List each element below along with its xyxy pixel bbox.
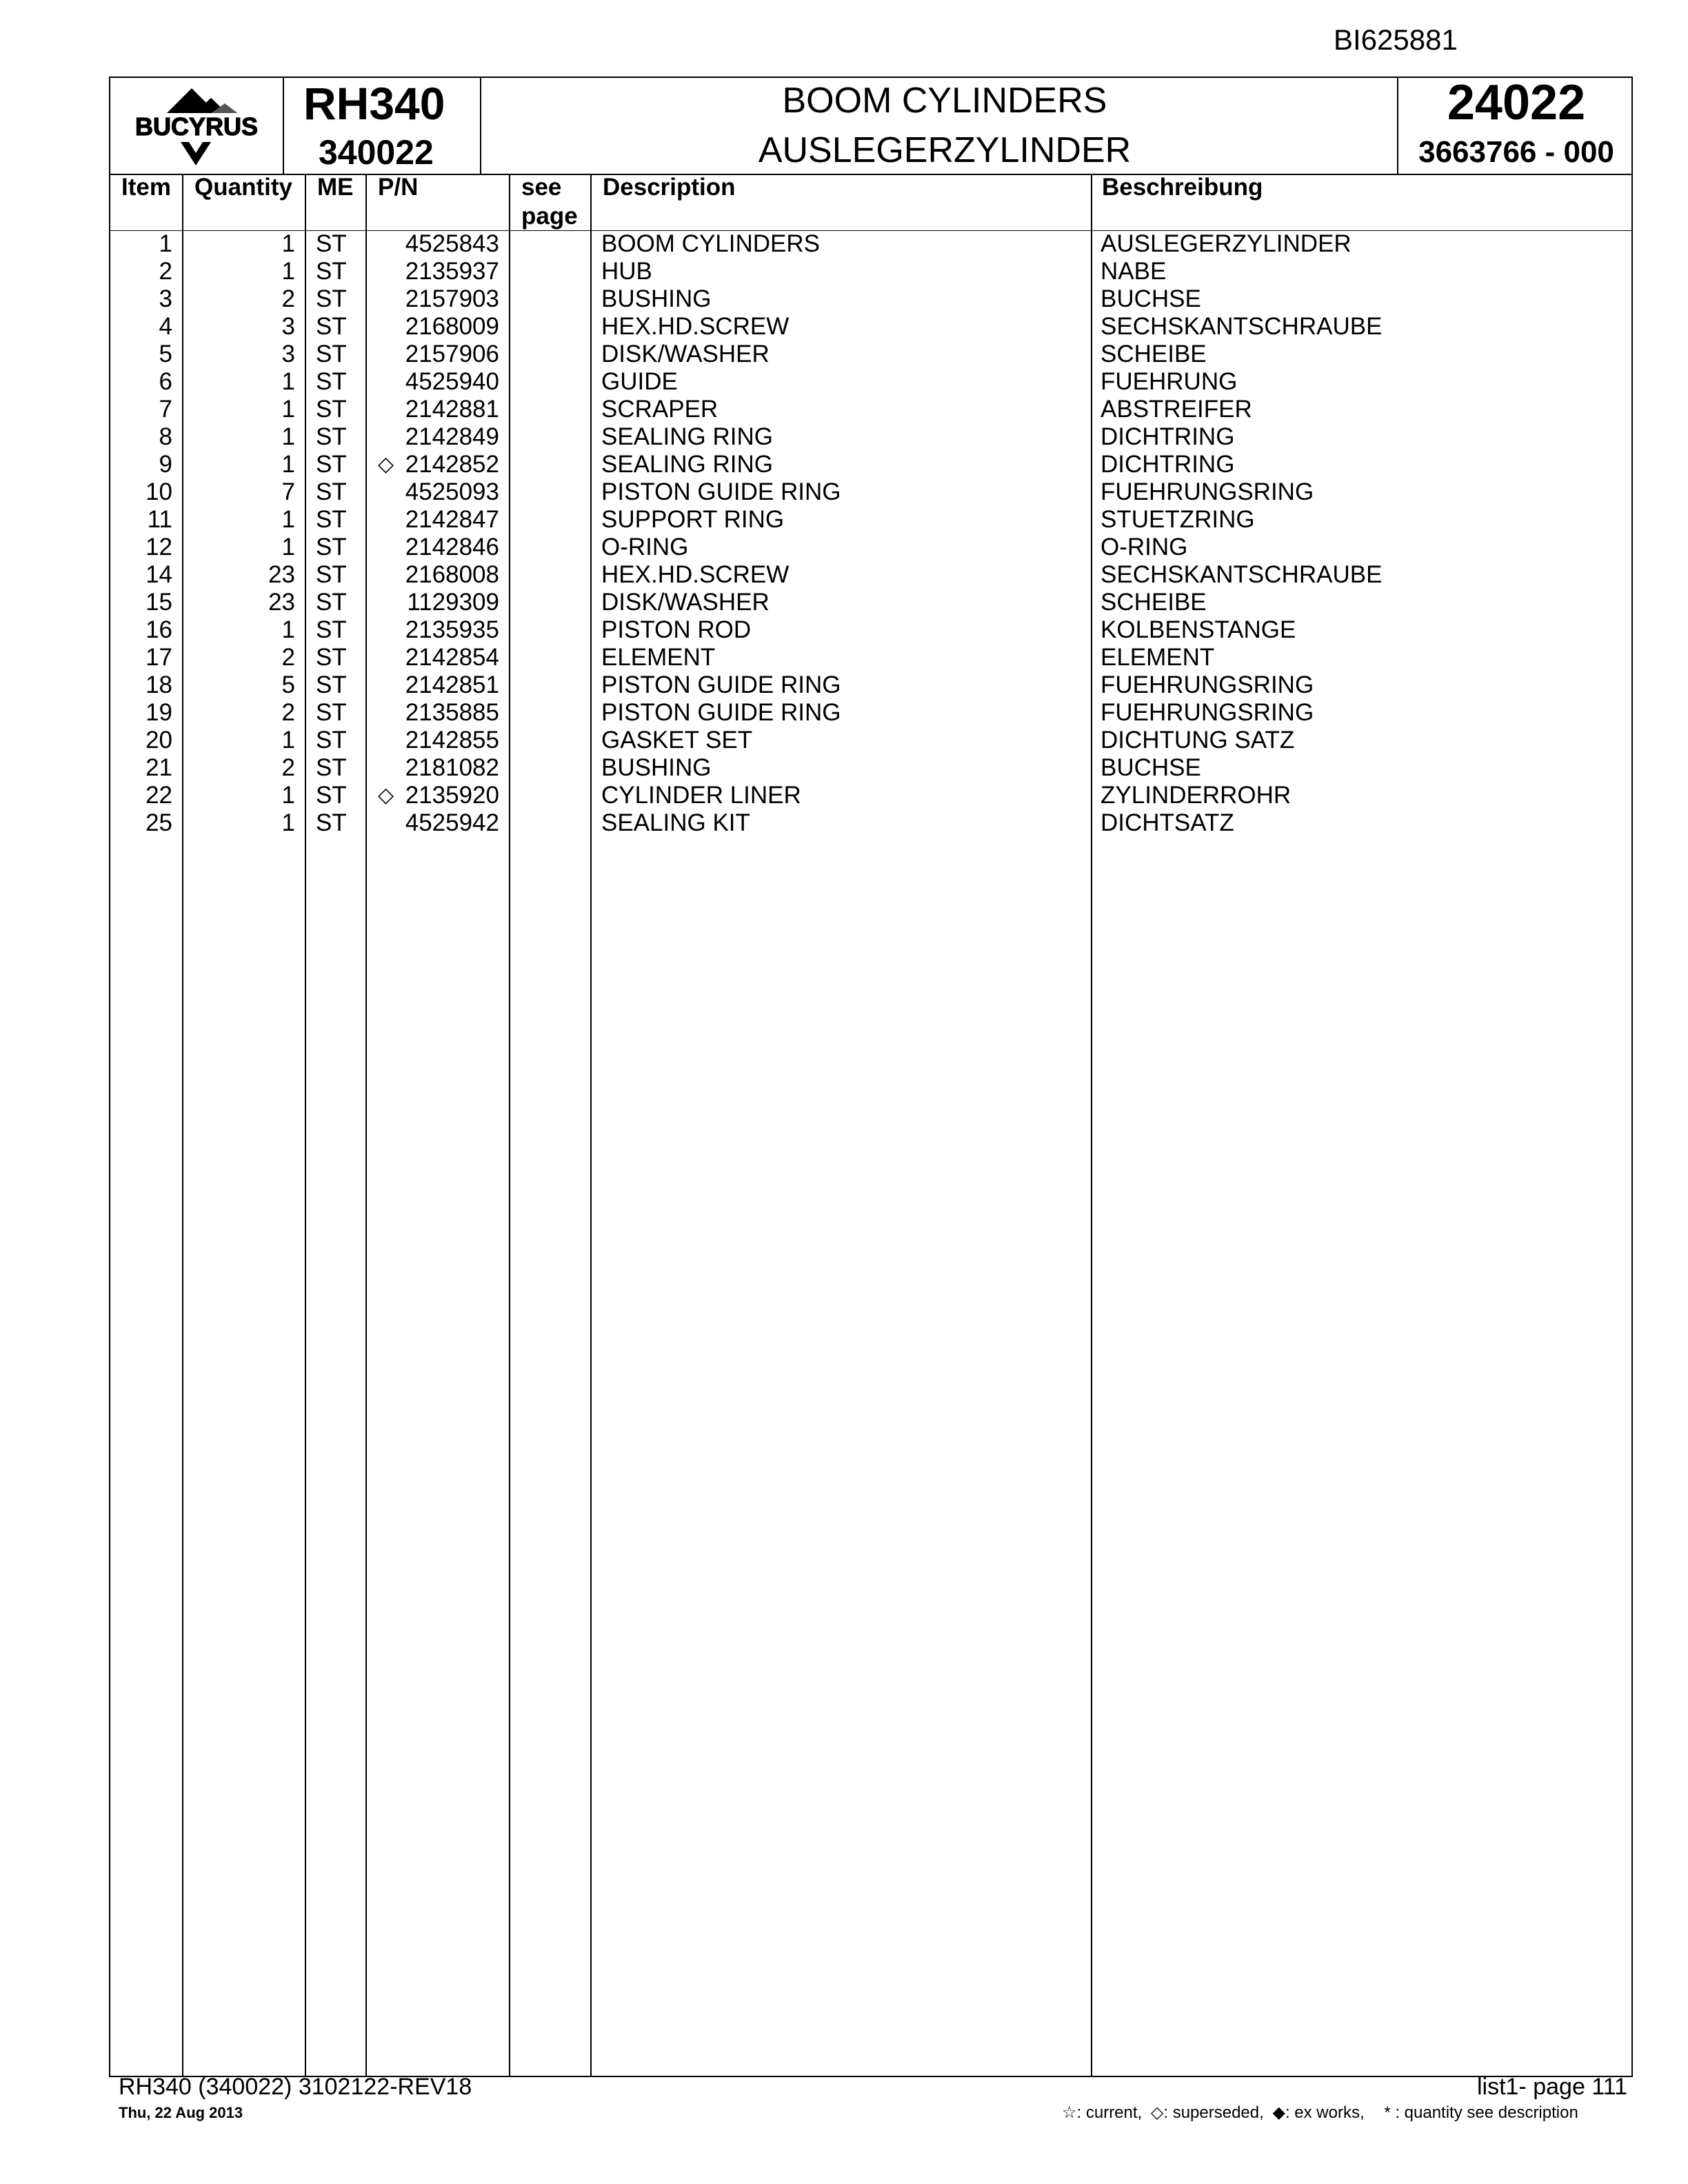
- description: SUPPORT RING: [601, 506, 785, 533]
- unit: ST: [316, 727, 347, 754]
- quantity: 1: [281, 782, 295, 809]
- item-number: 25: [145, 809, 172, 836]
- part-number: 2142846: [405, 534, 499, 560]
- unit: ST: [316, 368, 347, 395]
- unit: ST: [316, 671, 347, 698]
- table-row: [0, 368, 1688, 396]
- quantity: 1: [281, 809, 295, 836]
- divider: [283, 77, 284, 174]
- table-row: [0, 727, 1688, 754]
- unit: ST: [316, 258, 347, 285]
- description: DISK/WASHER: [601, 589, 770, 616]
- quantity: 1: [281, 727, 295, 754]
- quantity: 1: [281, 451, 295, 478]
- unit: ST: [316, 313, 347, 340]
- description: DISK/WASHER: [601, 341, 770, 367]
- part-number: 2157903: [405, 285, 499, 312]
- item-number: 8: [159, 423, 172, 450]
- unit: ST: [316, 396, 347, 423]
- unit: ST: [316, 699, 347, 726]
- unit: ST: [316, 285, 347, 312]
- item-number: 17: [145, 644, 172, 671]
- part-number: 1129309: [407, 589, 499, 616]
- item-number: 2: [159, 258, 172, 285]
- item-number: 21: [145, 754, 172, 781]
- unit: ST: [316, 341, 347, 367]
- beschreibung: ELEMENT: [1101, 644, 1215, 671]
- table-row: [0, 534, 1688, 561]
- beschreibung: SCHEIBE: [1101, 589, 1207, 616]
- part-number: 4525942: [405, 809, 499, 836]
- item-number: 12: [145, 534, 172, 560]
- beschreibung: BUCHSE: [1101, 285, 1201, 312]
- description: SCRAPER: [601, 396, 719, 423]
- description: GASKET SET: [601, 727, 753, 754]
- beschreibung: O-RING: [1101, 534, 1188, 560]
- quantity: 1: [281, 396, 295, 423]
- beschreibung: KOLBENSTANGE: [1101, 616, 1296, 643]
- item-number: 18: [145, 671, 172, 698]
- description: SEALING KIT: [601, 809, 750, 836]
- quantity: 1: [281, 423, 295, 450]
- beschreibung: FUEHRUNGSRING: [1101, 478, 1314, 505]
- beschreibung: FUEHRUNGSRING: [1101, 699, 1314, 726]
- part-number: 2142855: [405, 727, 499, 754]
- footer-page: list1- page 111: [1477, 2074, 1627, 2100]
- table-row: [0, 644, 1688, 671]
- quantity: 1: [281, 534, 295, 560]
- legend-quantity: * : quantity see description: [1384, 2103, 1578, 2122]
- unit: ST: [316, 478, 347, 505]
- table-row: [0, 589, 1688, 616]
- beschreibung: DICHTUNG SATZ: [1101, 727, 1295, 754]
- column-header-page: page: [521, 203, 578, 230]
- table-row: [0, 561, 1688, 589]
- quantity: 3: [281, 313, 295, 340]
- unit: ST: [316, 782, 347, 809]
- item-number: 7: [159, 396, 172, 423]
- item-number: 10: [145, 478, 172, 505]
- beschreibung: NABE: [1101, 258, 1167, 285]
- description: HEX.HD.SCREW: [601, 561, 790, 588]
- model-number: RH340: [303, 78, 445, 129]
- table-row: [0, 616, 1688, 644]
- part-number: 2135935: [405, 616, 499, 643]
- part-number: 2135937: [405, 258, 499, 285]
- quantity: 2: [281, 754, 295, 781]
- unit: ST: [316, 423, 347, 450]
- description: SEALING RING: [601, 423, 773, 450]
- divider: [1397, 77, 1398, 174]
- description: BUSHING: [601, 754, 712, 781]
- part-number: 2168008: [405, 561, 499, 588]
- item-number: 9: [159, 451, 172, 478]
- document-number: 3663766 - 000: [1418, 135, 1614, 169]
- unit: ST: [316, 506, 347, 533]
- beschreibung: FUEHRUNG: [1101, 368, 1238, 395]
- description: O-RING: [601, 534, 689, 560]
- beschreibung: SCHEIBE: [1101, 341, 1207, 367]
- item-number: 20: [145, 727, 172, 754]
- column-header-quantity: Quantity: [194, 174, 292, 201]
- column-header-me: ME: [317, 174, 354, 201]
- unit: ST: [316, 534, 347, 560]
- beschreibung: DICHTSATZ: [1101, 809, 1234, 836]
- diamond-outline-icon: ◇: [1150, 2103, 1164, 2122]
- part-number: 2168009: [405, 313, 499, 340]
- column-header-description: Description: [603, 174, 736, 201]
- table-row: [0, 451, 1688, 478]
- description: ELEMENT: [601, 644, 716, 671]
- part-number: 2181082: [405, 754, 499, 781]
- legend-ex-works: : ex works,: [1285, 2103, 1365, 2122]
- part-number: 2157906: [405, 341, 499, 367]
- quantity: 1: [281, 368, 295, 395]
- superseded-diamond-icon: ◇: [378, 453, 394, 476]
- unit: ST: [316, 589, 347, 616]
- table-row: [0, 285, 1688, 313]
- item-number: 3: [159, 285, 172, 312]
- description: BUSHING: [601, 285, 712, 312]
- column-header-beschreibung: Beschreibung: [1102, 174, 1263, 201]
- quantity: 5: [281, 671, 295, 698]
- group-number: 24022: [1447, 75, 1586, 130]
- part-number: 2135920: [405, 782, 499, 809]
- item-number: 5: [159, 341, 172, 367]
- description: PISTON ROD: [601, 616, 752, 643]
- quantity: 23: [268, 561, 295, 588]
- table-row: [0, 396, 1688, 423]
- part-number: 2142849: [405, 423, 499, 450]
- bucyrus-logo: [114, 77, 279, 174]
- quantity: 7: [281, 478, 295, 505]
- part-number: 2142854: [405, 644, 499, 671]
- description: HEX.HD.SCREW: [601, 313, 790, 340]
- serial-number: 340022: [319, 133, 434, 172]
- unit: ST: [316, 644, 347, 671]
- description: SEALING RING: [601, 451, 773, 478]
- beschreibung: SECHSKANTSCHRAUBE: [1101, 561, 1383, 588]
- unit: ST: [316, 230, 347, 257]
- description: GUIDE: [601, 368, 678, 395]
- quantity: 1: [281, 258, 295, 285]
- quantity: 2: [281, 644, 295, 671]
- unit: ST: [316, 616, 347, 643]
- beschreibung: SECHSKANTSCHRAUBE: [1101, 313, 1383, 340]
- table-row: [0, 478, 1688, 506]
- star-outline-icon: ☆: [1062, 2103, 1077, 2122]
- part-number: 2142881: [405, 396, 499, 423]
- table-row: [0, 506, 1688, 534]
- beschreibung: AUSLEGERZYLINDER: [1101, 230, 1352, 257]
- quantity: 1: [281, 506, 295, 533]
- table-row: [0, 230, 1688, 258]
- symbol-legend: [1062, 2103, 1578, 2123]
- beschreibung: DICHTRING: [1101, 451, 1235, 478]
- table-row: [0, 754, 1688, 782]
- description: PISTON GUIDE RING: [601, 671, 841, 698]
- part-number: 4525843: [405, 230, 499, 257]
- footer-reference: RH340 (340022) 3102122-REV18: [119, 2074, 472, 2100]
- beschreibung: FUEHRUNGSRING: [1101, 671, 1314, 698]
- unit: ST: [316, 754, 347, 781]
- divider: [480, 77, 481, 174]
- table-row: [0, 258, 1688, 285]
- item-number: 1: [159, 230, 172, 257]
- quantity: 2: [281, 699, 295, 726]
- superseded-diamond-icon: ◇: [378, 784, 394, 807]
- part-number: 2142852: [405, 451, 499, 478]
- table-row: [0, 423, 1688, 451]
- part-number: 4525093: [405, 478, 499, 505]
- diamond-filled-icon: ◆: [1272, 2103, 1285, 2122]
- table-row: [0, 341, 1688, 368]
- item-number: 11: [147, 506, 172, 533]
- item-number: 15: [145, 589, 172, 616]
- column-header-pn: P/N: [378, 174, 419, 201]
- unit: ST: [316, 809, 347, 836]
- description: BOOM CYLINDERS: [601, 230, 820, 257]
- beschreibung: ABSTREIFER: [1101, 396, 1252, 423]
- table-row: [0, 671, 1688, 699]
- beschreibung: STUETZRING: [1101, 506, 1255, 533]
- item-number: 16: [145, 616, 172, 643]
- quantity: 3: [281, 341, 295, 367]
- title-english: BOOM CYLINDERS: [782, 81, 1107, 121]
- item-number: 4: [159, 313, 172, 340]
- part-number: 2142851: [405, 671, 499, 698]
- column-header-see: see: [521, 174, 562, 201]
- quantity: 2: [281, 285, 295, 312]
- table-row: [0, 809, 1688, 837]
- item-number: 22: [145, 782, 172, 809]
- quantity: 1: [281, 616, 295, 643]
- beschreibung: BUCHSE: [1101, 754, 1201, 781]
- logo-wordmark: BUCYRUS: [134, 112, 259, 141]
- quantity: 1: [281, 230, 295, 257]
- quantity: 23: [268, 589, 295, 616]
- description: PISTON GUIDE RING: [601, 478, 841, 505]
- beschreibung: DICHTRING: [1101, 423, 1235, 450]
- beschreibung: ZYLINDERROHR: [1101, 782, 1292, 809]
- description: CYLINDER LINER: [601, 782, 801, 809]
- title-german: AUSLEGERZYLINDER: [758, 130, 1132, 170]
- item-number: 6: [159, 368, 172, 395]
- document-id: BI625881: [1334, 23, 1458, 56]
- unit: ST: [316, 561, 347, 588]
- description: PISTON GUIDE RING: [601, 699, 841, 726]
- table-row: [0, 782, 1688, 809]
- legend-superseded: : superseded,: [1163, 2103, 1264, 2122]
- legend-current: : current,: [1076, 2103, 1143, 2122]
- part-number: 2142847: [405, 506, 499, 533]
- table-row: [0, 313, 1688, 341]
- table-row: [0, 699, 1688, 727]
- item-number: 19: [145, 699, 172, 726]
- part-number: 2135885: [405, 699, 499, 726]
- column-header-item: Item: [121, 174, 171, 201]
- item-number: 14: [145, 561, 172, 588]
- footer-date: Thu, 22 Aug 2013: [119, 2104, 243, 2121]
- unit: ST: [316, 451, 347, 478]
- description: HUB: [601, 258, 652, 285]
- part-number: 4525940: [405, 368, 499, 395]
